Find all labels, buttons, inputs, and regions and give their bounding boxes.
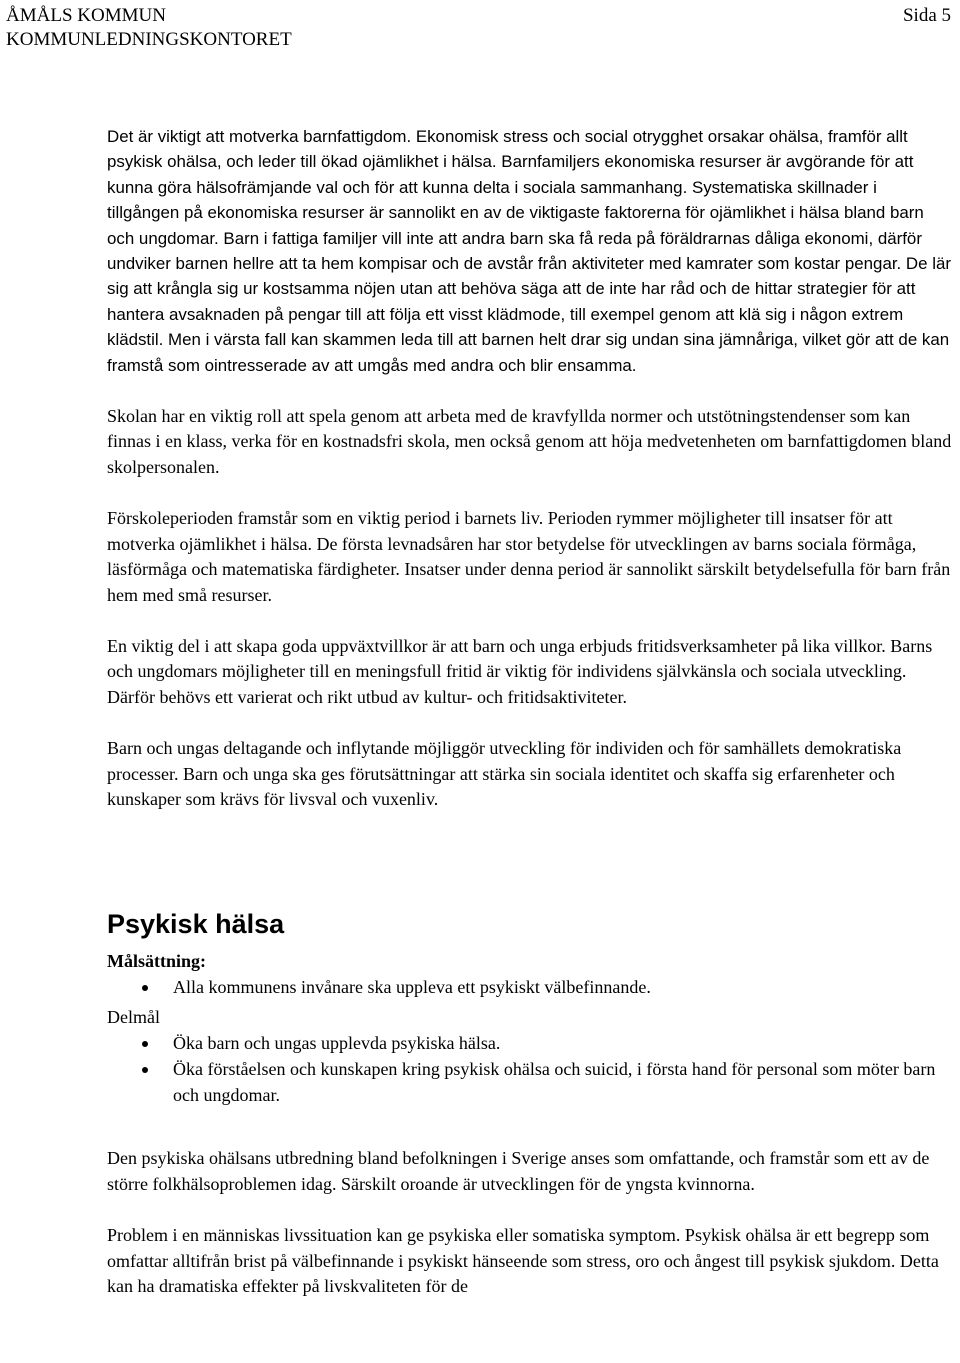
department-name: KOMMUNLEDNINGSKONTORET [6,29,292,50]
paragraph-forskoleperioden: Förskoleperioden framstår som en viktig period i barnets liv. Perioden rymmer möjligheter till insatser för att motverka ojämlikhet i hälsa. De första levnadsåren har stor betydelse för utvecklingen av barns sociala förmåga, läsförmåga och matematiska färdigheter. Insatser under denna period är sannolikt särskilt betydelsefulla för barn från hem med små resurser. [107,508,951,605]
goal-label: Målsättning: [107,951,206,972]
subgoal-text: Öka förståelsen och kunskapen kring psykisk ohälsa och suicid, i första hand för personal som möter barn och ungdomar. [173,1059,936,1106]
paragraph-barnfattigdom: Det är viktigt att motverka barnfattigdom. Ekonomisk stress och social otrygghet orsakar ohälsa, framför allt psykisk ohälsa, och leder till ökad ojämlikhet i hälsa. Barnfamiljers ekonomiska resurser är avgörande för att kunna göra hälsofrämjande val och för att kunna delta i sociala sammanhang. Systematiska skillnader i tillgången på ekonomiska resurser är sannolikt en av de viktigaste faktorerna för ojämlikhet i hälsa bland barn och ungdomar. Barn i fattiga familjer vill inte att andra barn ska få reda på föräldrarnas dåliga ekonomi, därför undviker barnen hellre att ta hem kompisar och de avstår från aktiviteter med kamrater som kostar pengar. De lär sig att krångla sig ur kostsamma nöjen utan att behöva säga att de inte har råd och de hittar strategier för att hantera avsaknaden på pengar till att följa ett visst klädmode, till exempel genom att klä sig i någon extrem klädstil. Men i värsta fall kan skammen leda till att barnen helt drar sig undan sina jämnåriga, vilket gör att de kan framstå som ointresserade av att umgås med andra och blir ensamma. [107,127,951,375]
goal-list [107,974,953,1000]
list-item [173,1030,953,1056]
bullet-icon [142,1067,148,1073]
paragraph-livssituation: Problem i en människas livssituation kan ge psykiska eller somatiska symptom. Psykisk ohälsa är ett begrepp som omfattar alltifrån brist på välbefinnande i psykiskt hänseende som stress, oro och ångest till psykisk sjukdom. Detta kan ha dramatiska effekter på livskvaliteten för de [107,1225,939,1296]
subgoal-label: Delmål [107,1007,160,1028]
list-item [173,974,953,1000]
organization-name: ÅMÅLS KOMMUN [6,5,166,26]
bullet-icon [142,1041,148,1047]
section-heading: Psykisk hälsa [107,909,285,940]
list-item [173,1056,953,1108]
paragraph-delaktighet: Barn och ungas deltagande och inflytande möjliggör utveckling för individen och för samhällets demokratiska processer. Barn och unga ska ges förutsättningar att stärka sin sociala identitet och skaffa sig erfarenheter och kunskaper som krävs för livsval och vuxenliv. [107,738,902,809]
paragraph-fritid: En viktig del i att skapa goda uppväxtvillkor är att barn och unga erbjuds fritidsverksamheter på lika villkor. Barns och ungdomars möjligheter till en meningsfull fritid är viktig för individens självkänsla och sociala utveckling. Därför behövs ett varierat och rikt utbud av kultur- och fritidsaktiviteter. [107,635,933,707]
page-header [6,4,951,52]
subgoal-list [107,1030,953,1108]
subgoal-text: Öka barn och ungas upplevda psykiska hälsa. [173,1033,501,1054]
page-number: Sida 5 [902,5,951,26]
paragraph-skolan: Skolan har en viktig roll att spela genom att arbeta med de kravfyllda normer och utstötningstendenser som kan finnas i en klass, verka för en kostnadsfri skola, men också genom att höja medvetenheten om barnfattigdomen bland skolpersonalen. [107,406,952,477]
goal-text: Alla kommunens invånare ska uppleva ett psykiskt välbefinnande. [173,977,651,998]
paragraph-psykisk-ohalsa: Den psykiska ohälsans utbredning bland befolkningen i Sverige anses som omfattande, och framstår som ett av de större folkhälsoproblemen idag. Särskilt oroande är utvecklingen för de yngsta kvinnorna. [107,1148,930,1194]
document-body [107,124,953,1325]
bullet-icon [142,985,148,991]
